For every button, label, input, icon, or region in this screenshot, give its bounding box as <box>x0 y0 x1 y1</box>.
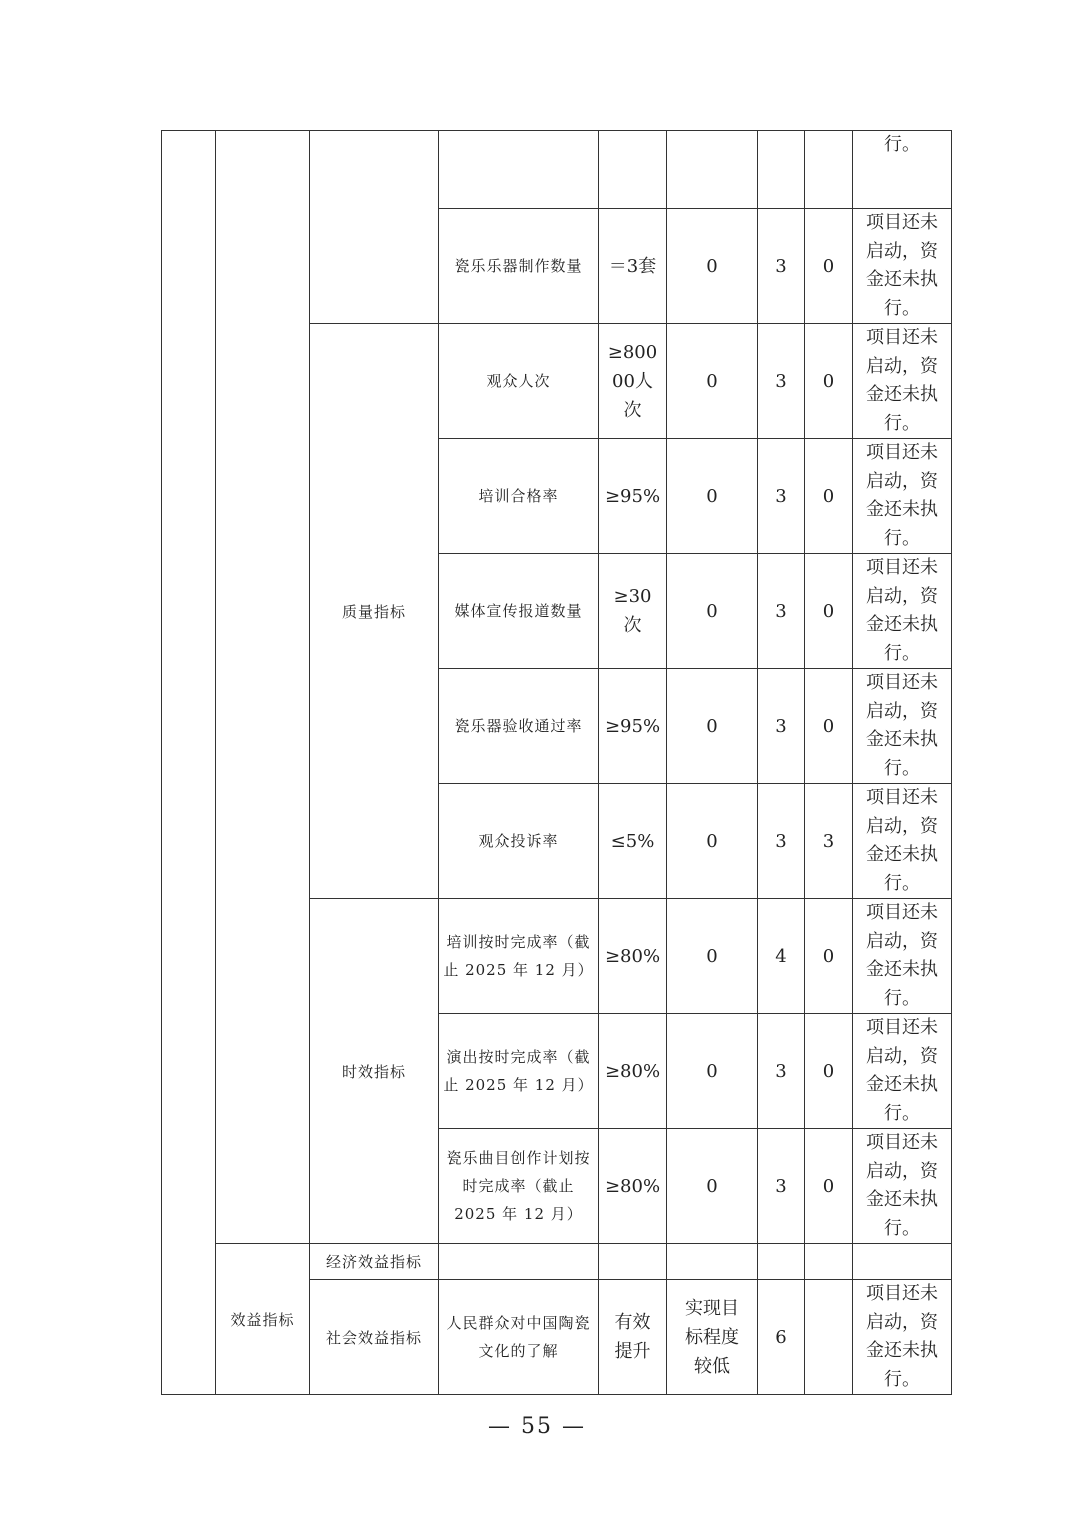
score-cell: 0 <box>805 554 853 669</box>
weight-cell <box>758 1244 805 1280</box>
actual-cell: 0 <box>667 324 758 439</box>
actual-cell: 0 <box>667 784 758 899</box>
target-text: ＝3套 <box>608 255 657 277</box>
score-cell: 0 <box>805 669 853 784</box>
indicator-cell <box>439 131 599 209</box>
target-cell <box>599 324 667 439</box>
actual-cell: 0 <box>667 1129 758 1244</box>
score-cell: 3 <box>805 784 853 899</box>
weight-cell: 3 <box>758 439 805 554</box>
actual-cell <box>667 131 758 209</box>
note-cell <box>853 439 952 554</box>
first-level-cell <box>162 131 216 1395</box>
actual-cell: 0 <box>667 209 758 324</box>
score-cell: 0 <box>805 209 853 324</box>
page-number: — 55 — <box>488 1414 586 1439</box>
target-cell <box>599 1280 667 1395</box>
target-text: ≥30次 <box>613 586 652 636</box>
actual-cell <box>667 1244 758 1280</box>
actual-cell: 0 <box>667 1014 758 1129</box>
note-text: 项目还未启动，资金还未执行。 <box>866 212 938 319</box>
target-cell <box>599 554 667 669</box>
note-cell <box>853 324 952 439</box>
note-text: 项目还未启动，资金还未执行。 <box>866 672 938 779</box>
score-cell <box>805 1244 853 1280</box>
target-cell: ≥95% <box>599 669 667 784</box>
note-text: 项目还未启动，资金还未执行。 <box>866 442 938 549</box>
note-cell <box>853 669 952 784</box>
score-cell: 0 <box>805 899 853 1014</box>
target-cell: ≥95% <box>599 439 667 554</box>
indicator-cell: 瓷乐器验收通过率 <box>439 669 599 784</box>
indicator-cell <box>439 1244 599 1280</box>
quality-group-cell: 质量指标 <box>310 324 439 899</box>
indicator-cell: 瓷乐乐器制作数量 <box>439 209 599 324</box>
performance-table <box>161 130 952 1395</box>
second-level-cell <box>216 131 310 1244</box>
indicator-cell: 媒体宣传报道数量 <box>439 554 599 669</box>
benefit-group-cell: 效益指标 <box>216 1244 310 1395</box>
actual-text: 实现目标程度较低 <box>685 1297 739 1377</box>
note-cell <box>853 131 952 209</box>
actual-cell: 0 <box>667 669 758 784</box>
social-group-cell: 社会效益指标 <box>310 1280 439 1395</box>
note-cell <box>853 209 952 324</box>
score-cell: 0 <box>805 324 853 439</box>
note-cell <box>853 1129 952 1244</box>
actual-cell: 0 <box>667 554 758 669</box>
score-cell: 0 <box>805 1014 853 1129</box>
note-text: 项目还未启动，资金还未执行。 <box>866 902 938 1009</box>
target-cell: ≥80% <box>599 899 667 1014</box>
target-text: 有效提升 <box>614 1312 651 1362</box>
note-text: 项目还未启动，资金还未执行。 <box>866 1132 938 1239</box>
note-text: 项目还未启动，资金还未执行。 <box>866 1283 938 1390</box>
table-row <box>162 131 952 209</box>
actual-cell: 0 <box>667 899 758 1014</box>
weight-cell: 4 <box>758 899 805 1014</box>
note-cell <box>853 1014 952 1129</box>
indicator-cell: 观众投诉率 <box>439 784 599 899</box>
weight-cell: 3 <box>758 554 805 669</box>
weight-cell: 3 <box>758 784 805 899</box>
weight-cell <box>758 131 805 209</box>
weight-cell: 6 <box>758 1280 805 1395</box>
note-text: 项目还未启动，资金还未执行。 <box>866 327 938 434</box>
target-cell <box>599 1244 667 1280</box>
table-row <box>162 1244 952 1280</box>
target-cell: ≤5% <box>599 784 667 899</box>
note-cell <box>853 554 952 669</box>
note-text: 项目还未启动，资金还未执行。 <box>866 557 938 664</box>
note-text: 项目还未启动，资金还未执行。 <box>866 787 938 894</box>
note-text: 行。 <box>884 134 920 155</box>
actual-cell: 0 <box>667 439 758 554</box>
indicator-cell: 演出按时完成率（截止 2025 年 12 月） <box>439 1014 599 1129</box>
weight-cell: 3 <box>758 1129 805 1244</box>
target-cell <box>599 209 667 324</box>
score-cell <box>805 1280 853 1395</box>
note-cell <box>853 899 952 1014</box>
indicator-cell: 培训合格率 <box>439 439 599 554</box>
indicator-cell: 培训按时完成率（截止 2025 年 12 月） <box>439 899 599 1014</box>
quantity-group-cell <box>310 131 439 324</box>
indicator-cell: 瓷乐曲目创作计划按时完成率（截止 2025 年 12 月） <box>439 1129 599 1244</box>
target-cell <box>599 131 667 209</box>
note-cell <box>853 1244 952 1280</box>
weight-cell: 3 <box>758 324 805 439</box>
weight-cell: 3 <box>758 669 805 784</box>
indicator-cell: 人民群众对中国陶瓷文化的了解 <box>439 1280 599 1395</box>
weight-cell: 3 <box>758 1014 805 1129</box>
note-text: 项目还未启动，资金还未执行。 <box>866 1017 938 1124</box>
note-cell <box>853 1280 952 1395</box>
target-text: ≥80000人次 <box>607 341 658 421</box>
score-cell: 0 <box>805 1129 853 1244</box>
note-cell <box>853 784 952 899</box>
indicator-cell: 观众人次 <box>439 324 599 439</box>
target-cell: ≥80% <box>599 1014 667 1129</box>
actual-cell <box>667 1280 758 1395</box>
timeliness-group-cell: 时效指标 <box>310 899 439 1244</box>
weight-cell: 3 <box>758 209 805 324</box>
score-cell <box>805 131 853 209</box>
score-cell: 0 <box>805 439 853 554</box>
target-cell: ≥80% <box>599 1129 667 1244</box>
economic-group-cell: 经济效益指标 <box>310 1244 439 1280</box>
